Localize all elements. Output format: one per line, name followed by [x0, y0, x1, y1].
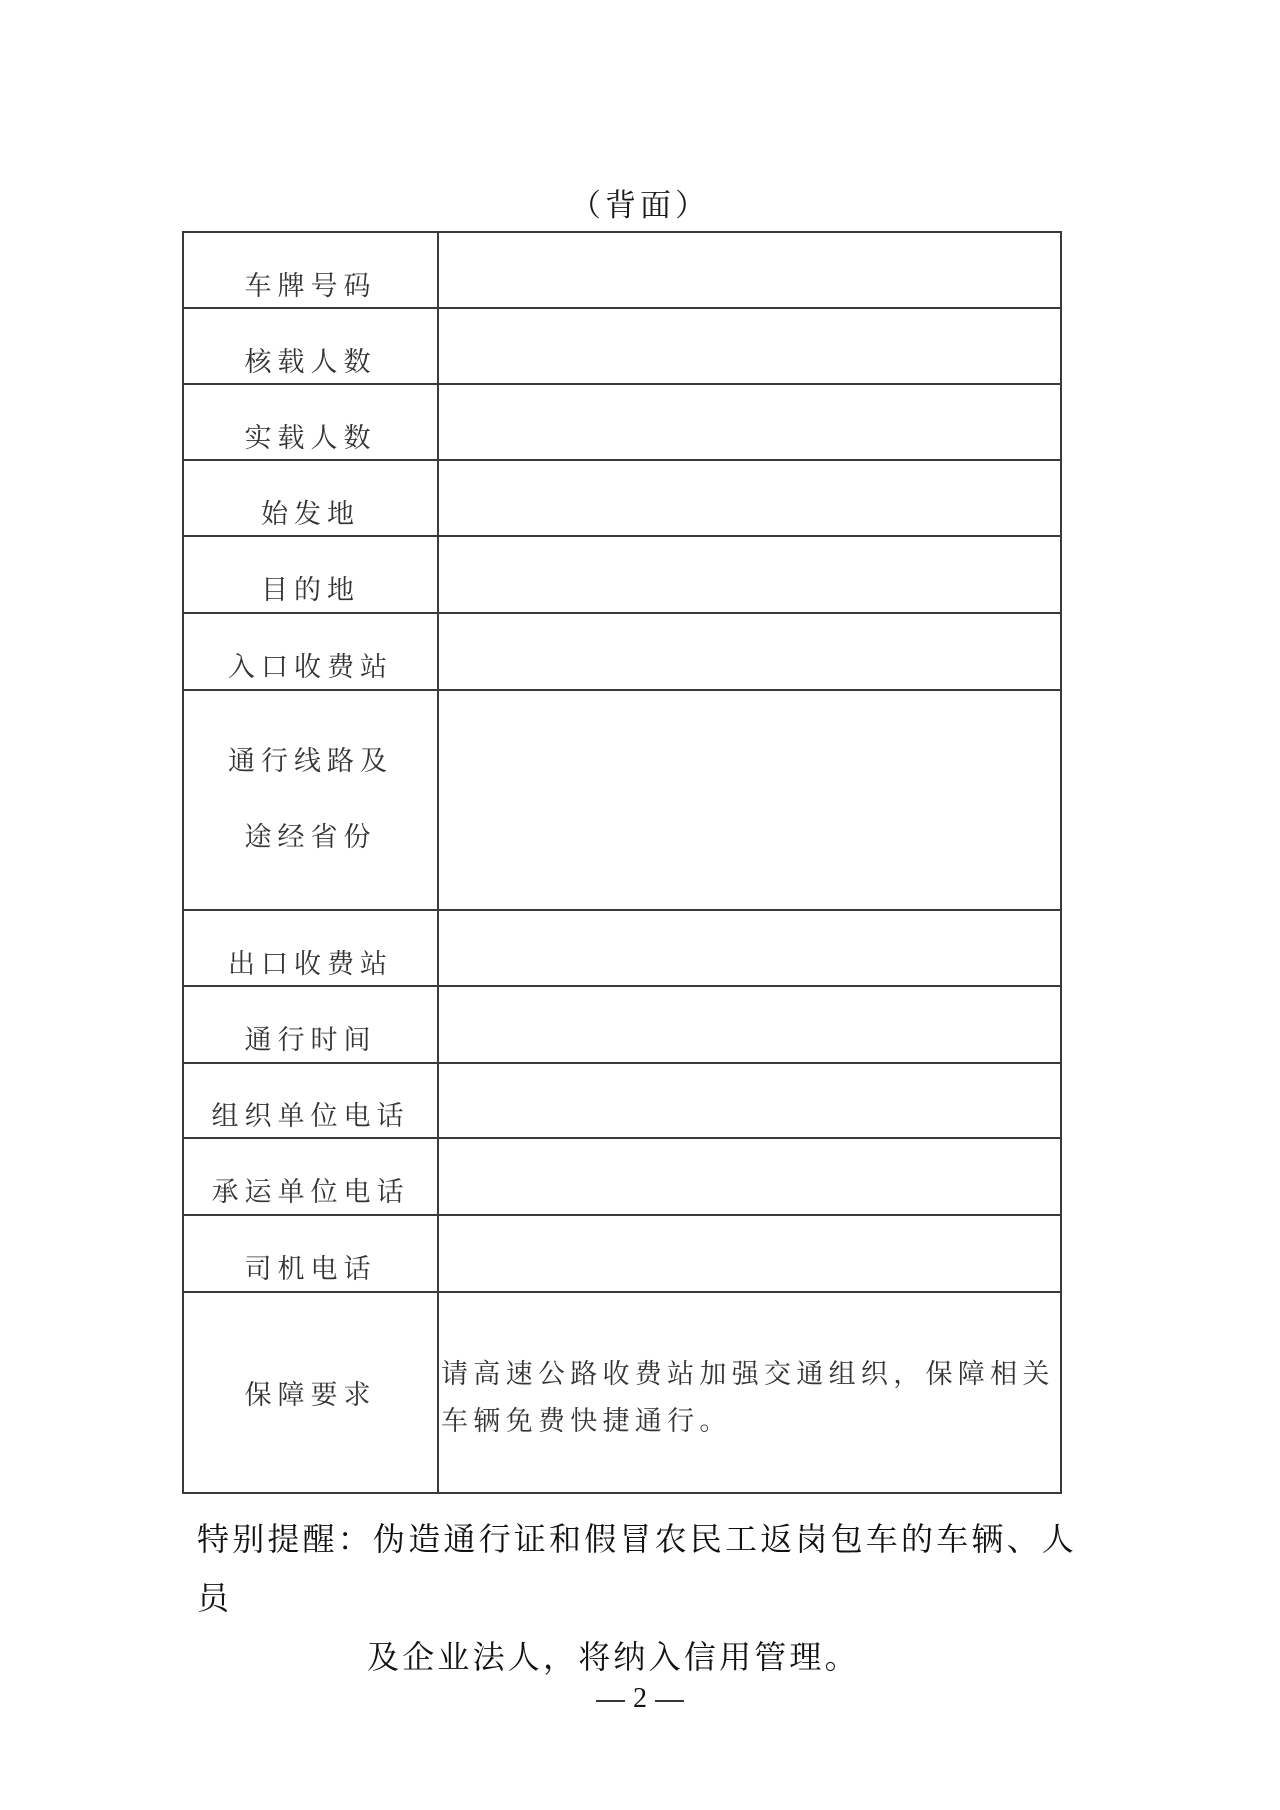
- label-route-line-2: 途经省份: [244, 822, 377, 853]
- page-title: （背面）: [570, 188, 710, 224]
- field-entry-toll-station[interactable]: [438, 613, 1061, 690]
- form-row-destination: [183, 536, 1061, 613]
- field-driver-phone[interactable]: [438, 1215, 1061, 1292]
- form-row-guarantee-requirements: [183, 1292, 1061, 1493]
- label-exit-toll-station: 出口收费站: [183, 910, 438, 986]
- form-row-driver-phone: [183, 1215, 1061, 1292]
- label-origin: 始发地: [183, 460, 438, 536]
- field-actual-passengers[interactable]: [438, 384, 1061, 460]
- label-actual-passengers: 实载人数: [183, 384, 438, 460]
- form-row-carrier-phone: [183, 1138, 1061, 1215]
- label-rated-capacity: 核载人数: [183, 308, 438, 384]
- label-destination: 目的地: [183, 536, 438, 613]
- label-route-and-provinces: [183, 690, 438, 910]
- form-row-organizer-phone: [183, 1063, 1061, 1138]
- field-rated-capacity[interactable]: [438, 308, 1061, 384]
- dash-right-icon: [655, 1700, 684, 1702]
- field-organizer-phone[interactable]: [438, 1063, 1061, 1138]
- label-route-line-1: 通行线路及: [228, 746, 393, 777]
- form-row-exit-toll-station: [183, 910, 1061, 986]
- form-row-rated-capacity: [183, 308, 1061, 384]
- form-row-actual-passengers: [183, 384, 1061, 460]
- field-exit-toll-station[interactable]: [438, 910, 1061, 986]
- page-number-footer: [0, 1683, 1280, 1715]
- vehicle-pass-form-table: [182, 231, 1062, 1494]
- field-destination[interactable]: [438, 536, 1061, 613]
- form-row-plate-number: [183, 232, 1061, 308]
- special-reminder-line-1: 特别提醒：伪造通行证和假冒农民工返岗包车的车辆、人员: [197, 1520, 1078, 1617]
- guarantee-requirements-text: 请高速公路收费站加强交通组织，保障相关车辆免费快捷通行。: [438, 1292, 1061, 1493]
- label-driver-phone: 司机电话: [183, 1215, 438, 1292]
- form-row-route-and-provinces: [183, 690, 1061, 910]
- label-carrier-phone: 承运单位电话: [183, 1138, 438, 1215]
- form-row-travel-time: [183, 986, 1061, 1063]
- label-travel-time: 通行时间: [183, 986, 438, 1063]
- dash-left-icon: [596, 1700, 625, 1702]
- label-entry-toll-station: 入口收费站: [183, 613, 438, 690]
- page-number: 2: [633, 1683, 647, 1714]
- special-reminder-line-2: 及企业法人，将纳入信用管理。: [367, 1638, 860, 1676]
- field-route-and-provinces[interactable]: [438, 690, 1061, 910]
- special-reminder: [197, 1510, 1097, 1687]
- form-row-entry-toll-station: [183, 613, 1061, 690]
- label-organizer-phone: 组织单位电话: [183, 1063, 438, 1138]
- field-origin[interactable]: [438, 460, 1061, 536]
- label-guarantee-requirements: 保障要求: [183, 1292, 438, 1493]
- field-carrier-phone[interactable]: [438, 1138, 1061, 1215]
- form-row-origin: [183, 460, 1061, 536]
- field-plate-number[interactable]: [438, 232, 1061, 308]
- label-plate-number: 车牌号码: [183, 232, 438, 308]
- field-travel-time[interactable]: [438, 986, 1061, 1063]
